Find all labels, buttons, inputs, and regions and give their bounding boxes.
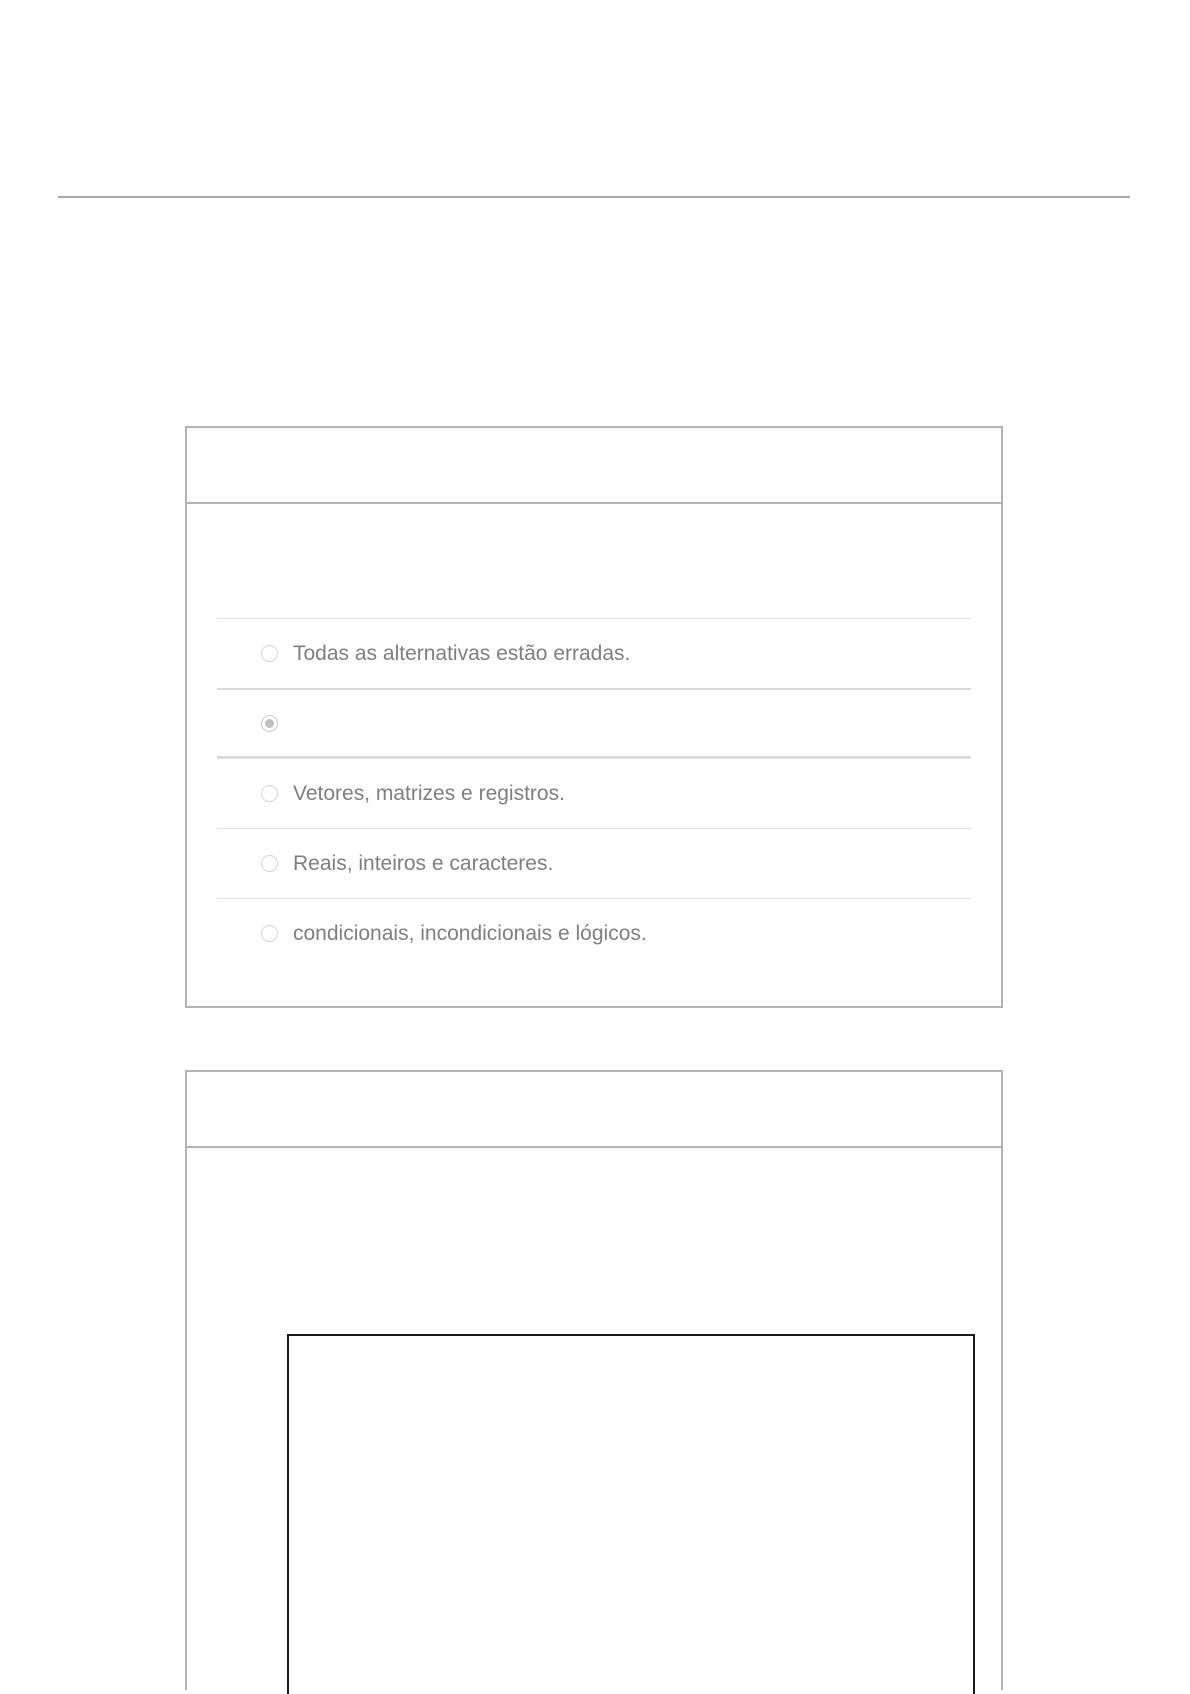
answer-options: [217, 618, 971, 968]
question-card-1: [185, 426, 1003, 1008]
question-card-2: [185, 1070, 1003, 1690]
answer-option-a[interactable]: [217, 618, 971, 688]
question-text: [187, 504, 1001, 618]
embedded-content-frame: [287, 1334, 975, 1694]
answer-option-d[interactable]: [217, 828, 971, 898]
answer-option-e[interactable]: [217, 898, 971, 968]
question-header: [187, 428, 1001, 504]
question-text: [187, 1148, 1001, 1262]
answer-option-label: Vetores, matrizes e registros.: [293, 781, 565, 805]
radio-unchecked-icon[interactable]: [261, 855, 278, 872]
question-header: [187, 1072, 1001, 1148]
radio-unchecked-icon[interactable]: [261, 785, 278, 802]
answer-option-c[interactable]: [217, 758, 971, 828]
answer-option-label: Todas as alternativas estão erradas.: [293, 641, 631, 665]
radio-dot-icon: [265, 719, 274, 728]
answer-option-b[interactable]: [217, 688, 971, 758]
radio-unchecked-icon[interactable]: [261, 645, 278, 662]
radio-checked-icon[interactable]: [261, 715, 278, 732]
answer-option-label: condicionais, incondicionais e lógicos.: [293, 921, 647, 945]
top-divider: [58, 196, 1130, 198]
radio-unchecked-icon[interactable]: [261, 925, 278, 942]
answer-option-label: Reais, inteiros e caracteres.: [293, 851, 554, 875]
